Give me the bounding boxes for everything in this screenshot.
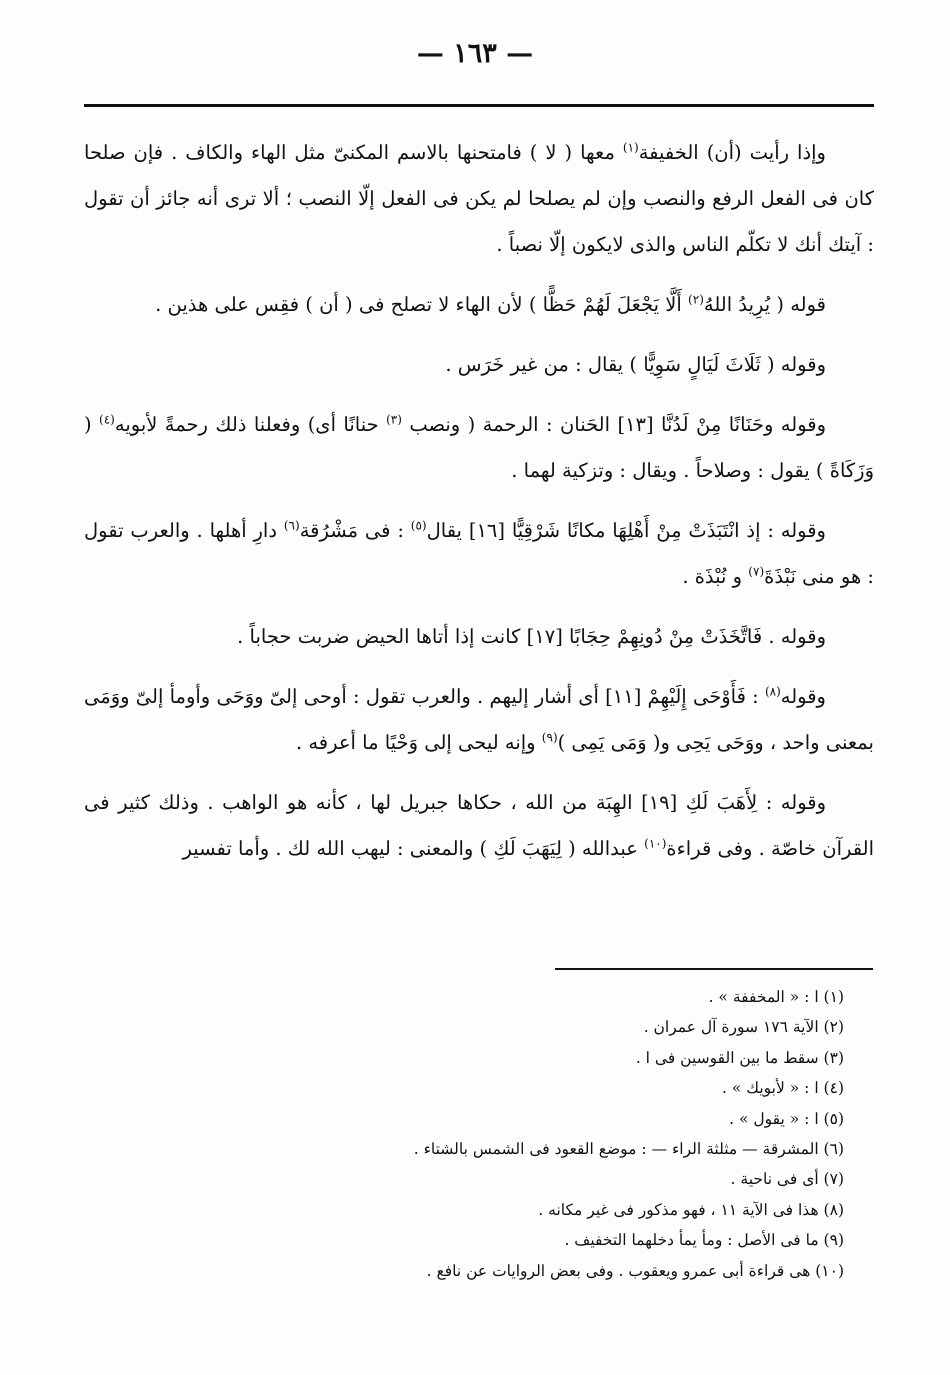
footnote: (٧) أى فى ناحية .: [730, 1170, 844, 1189]
footnote: (٢) الآية ١٧٦ سورة آل عمران .: [643, 1018, 844, 1037]
paragraph: قوله ( يُرِيدُ اللهُ$^{(٢)}$ أَلَّا يَجْعَلَ لَهُمْ حَظًّا ) لأن الهاء لا تصلح فى ( أن ) فقِس على هذين .: [155, 292, 826, 316]
paragraph: وقوله$^{(٨)}$ : فَأَوْحَى إِلَيْهِمْ [١١] أى أشار إليهم . والعرب تقول : أوحى إلىّ ووَحَى وأومأ إلىّ ووَمَى بمعنى واحد ، ووَحَى يَحِى و( وَمَى يَمِى )$^{(٩)}$ وإنه ليحى إلى وَحْيًا ما أعرفه .: [84, 684, 874, 754]
footnote-ref: (٧): [748, 564, 765, 579]
footnote: (٤) ا : « لأبويك » .: [722, 1079, 844, 1098]
footnote-rule: [555, 968, 873, 970]
paragraph: وقوله وحَنَانًا مِنْ لَدُنَّا [١٣] الحَنان : الرحمة ( ونصب $^{(٣)}$ حنانًا أى) وفعلنا ذلك رحمةً لأبويه$^{(٤)}$ ( وَزَكَاةً ) يقول : وصلاحاً . ويقال : وتزكية لهما .: [84, 412, 874, 482]
main-text: [84, 130, 874, 886]
footnote-ref: (٥): [410, 518, 427, 533]
footnote: (٩) ما فى الأصل : ومأ يمأ دخلهما التخفيف .: [564, 1231, 844, 1250]
footnote: (٨) هذا فى الآية ١١ ، فهو مذكور فى غير مكانه .: [538, 1200, 844, 1219]
paragraph: وإذا رأيت (أن) الخفيفة$^{(١)}$ معها ( لا ) فامتحنها بالاسم المكنىّ مثل الهاء والكاف . فإن صلحا كان فى الفعل الرفع والنصب وإن لم يصلحا لم يكن فى الفعل إلّا النصب ؛ ألا ترى أنه جائز أن تقول : آيتك أنك لا تكلّم الناس والذى لايكون إلّا نصباً .: [84, 140, 874, 256]
paragraph: وقوله : إذ انْتَبَذَتْ مِنْ أَهْلِهَا مكانًا شَرْقِيًّا [١٦] يقال$^{(٥)}$ : فى مَشْرُقة$^{(٦)}$ دارِ أهلها . والعرب تقول : هو منى نَبْذَةَ$^{(٧)}$ و نُبْذَة .: [84, 518, 874, 588]
footnote-ref: (١): [622, 140, 639, 155]
footnote-ref: (٢): [688, 292, 704, 307]
paragraph: وقوله ( ثَلَاثَ لَيَالٍ سَوِيًّا ) يقال : من غير خَرَس .: [445, 353, 826, 376]
footnote-ref: (٦): [283, 518, 300, 533]
footnote-ref: (٣): [386, 412, 402, 427]
footnote: (٦) المشرقة — مثلثة الراء — : موضع القعود فى الشمس بالشتاء .: [413, 1140, 844, 1159]
footnote-ref: (٤): [99, 412, 115, 427]
footnote: (١) ا : « المخففة » .: [708, 988, 844, 1006]
footnote-ref: (٩): [541, 730, 558, 745]
footnote: (٥) ا : « يقول » .: [729, 1109, 844, 1128]
footnote: (١٠) هى قراءة أبى عمرو ويعقوب . وفى بعض الروايات عن نافع .: [426, 1261, 844, 1280]
footnotes: [84, 982, 844, 1286]
footnote: (٣) سقط ما بين القوسين فى ا .: [635, 1048, 844, 1067]
paragraph: وقوله : لِأَهَبَ لَكِ [١٩] الهِبَة من الله ، حكاها جبريل لها ، كأنه هو الواهب . وذلك كثير فى القرآن خاصّة . وفى قراءة$^{(١٠)}$ عبدالله ( لِيَهَبَ لَكِ ) والمعنى : ليهب الله لك . وأما تفسير: [84, 791, 874, 860]
footnote-ref: (١٠): [644, 836, 667, 851]
footnote-ref: (٨): [764, 684, 781, 699]
header-rule: [84, 104, 874, 107]
paragraph: وقوله . فَاتَّخَذَتْ مِنْ دُونِهِمْ حِجَابًا [١٧] كانت إذا أتاها الحيض ضربت حجاباً .: [237, 625, 826, 648]
page-number: — ١٦٣ —: [416, 38, 534, 69]
